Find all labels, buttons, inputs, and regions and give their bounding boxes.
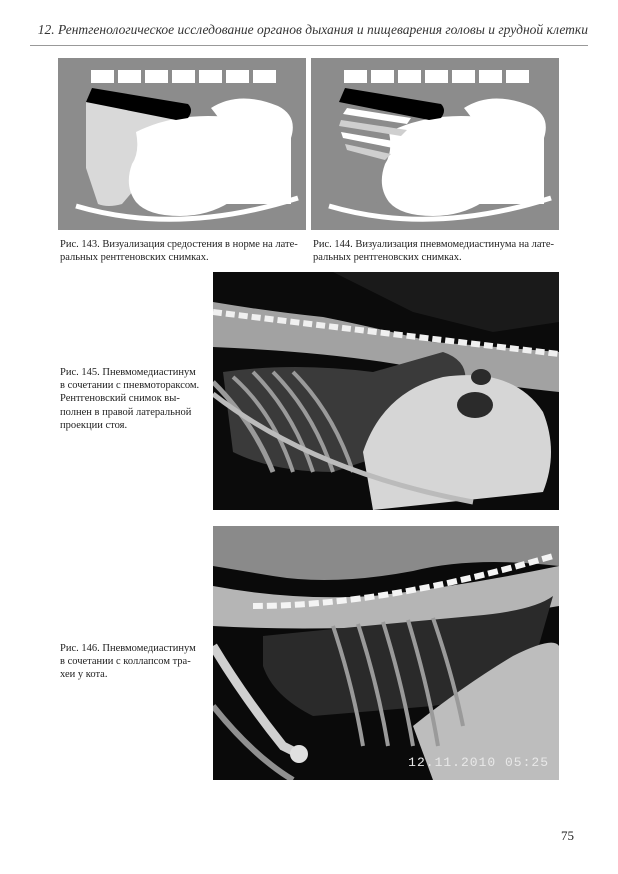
caption-line: Рис. 146. Пневмомедиастинум bbox=[60, 643, 196, 654]
vertebra bbox=[425, 70, 448, 83]
vertebrae-row bbox=[91, 70, 276, 83]
caption-line: Рис. 145. Пневмомедиастинум bbox=[60, 367, 196, 378]
figure-146-radiograph-frame bbox=[213, 526, 559, 780]
vertebra bbox=[253, 70, 276, 83]
vertebra bbox=[199, 70, 222, 83]
gas-bubble bbox=[457, 392, 493, 418]
caption-line: ральных рентгеновских снимках. bbox=[60, 252, 209, 263]
vertebra bbox=[398, 70, 421, 83]
radiograph-timestamp: 12.11.2010 05:25 bbox=[408, 755, 549, 770]
vertebra bbox=[506, 70, 529, 83]
caption-line: в сочетании с пневмотораксом. bbox=[60, 380, 200, 392]
caption-line: ральных рентгеновских снимках. bbox=[313, 252, 462, 263]
caption-line: проекции стоя. bbox=[60, 419, 128, 431]
figure-144-diagram bbox=[311, 58, 559, 230]
vertebra bbox=[452, 70, 475, 83]
figure-146-radiograph bbox=[213, 526, 559, 780]
caption-line: Рентгеновский снимок вы- bbox=[60, 393, 180, 405]
vertebra bbox=[479, 70, 502, 83]
caption-line: в сочетании с коллапсом тра- bbox=[60, 656, 191, 668]
elbow-joint bbox=[290, 745, 308, 763]
figure-145-radiograph bbox=[213, 272, 559, 510]
vertebra bbox=[91, 70, 114, 83]
page-number: 75 bbox=[561, 828, 574, 843]
vertebra bbox=[226, 70, 249, 83]
vertebra bbox=[145, 70, 168, 83]
caption-line: Рис. 144. Визуализация пневмомедиастинума на лате- bbox=[313, 239, 555, 250]
header-divider bbox=[30, 45, 588, 46]
vertebra bbox=[172, 70, 195, 83]
caption-line: полнен в правой латеральной bbox=[60, 406, 192, 418]
figure-143-caption bbox=[60, 238, 300, 264]
vertebra bbox=[344, 70, 367, 83]
running-header: 12. Рентгенологическое исследование органов дыхания и пищеварения головы и грудной клетки bbox=[37, 22, 588, 37]
vertebrae-row bbox=[344, 70, 529, 83]
caption-line: хеи у кота. bbox=[60, 669, 108, 681]
vertebra bbox=[118, 70, 141, 83]
figure-144-caption bbox=[313, 238, 558, 264]
figure-143-diagram bbox=[58, 58, 306, 230]
caption-line: Рис. 143. Визуализация средостения в норме на лате- bbox=[60, 239, 298, 250]
vertebra bbox=[371, 70, 394, 83]
gas-bubble bbox=[471, 369, 491, 385]
figure-145-caption bbox=[60, 366, 210, 432]
figure-146-caption bbox=[60, 642, 210, 682]
